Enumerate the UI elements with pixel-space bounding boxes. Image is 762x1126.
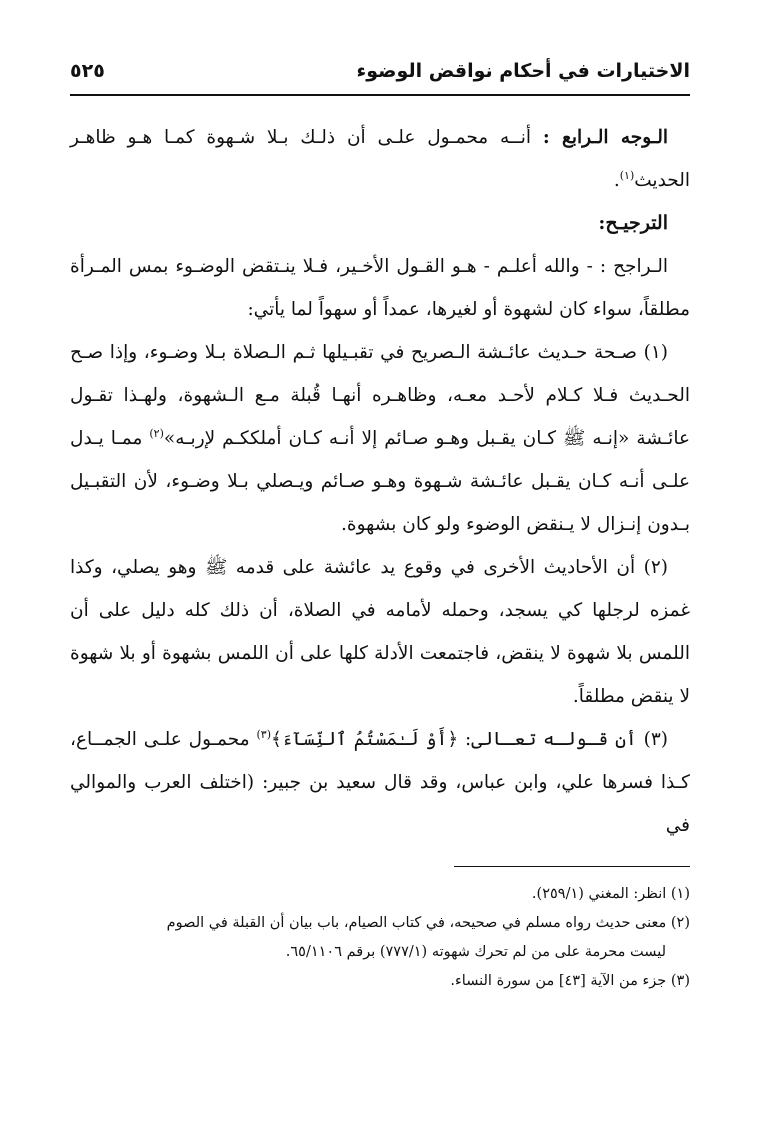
paragraph-preferred-opinion: الـراجح : - والله أعلـم - هـو القـول الأخـير، فـلا ينـتقض الوضـوء بمس المـرأة مطلقاً، سواء كان لشهوة أو لغيرها، عمداً أو سهواً لما يأتي: (70, 256, 690, 320)
footnote-2: (٢) معنى حديث رواه مسلم في صحيحه، في كتاب الصيام، باب بيان أن القبلة في الصوم (166, 915, 690, 931)
evidence-1-text: (١) صـحة حـديث عائـشة الـصريح في تقبـيلها ثـم الـصلاة بـلا وضـوء، وإذا صـح الحـديث فـلا كـلام لأحـد معـه، وظاهـره أنهـا قُبلة مـع الـشهوة، ولهـذا تقـول عائـشة «إنـه ﷺ كـان يقـبل وهـو صـائم إلا أنـه كـان أملككـم لإربـه» (70, 342, 690, 449)
footnote-2-continuation: ليست محرمة على من لم تحرك شهوته (٧٧٧/١) برقم ٦٥/١١٠٦. (285, 944, 666, 960)
footnote-ref-2[interactable]: (٢) (149, 426, 164, 440)
footnote-3: (٣) جزء من الآية [٤٣] من سورة النساء. (450, 973, 690, 989)
evidence-3-text: (٣) أن قـولـه تعـالى: ﴿أَوْ لَـٰمَسْتُمُ ٱلنِّسَآءَ﴾ (270, 729, 668, 750)
main-text (70, 116, 690, 847)
fourth-aspect-text: أنــه محمـول علـى أن ذلـك بـلا شـهوة كمـا هـو ظاهـر الحديث (70, 127, 690, 191)
fourth-aspect-label: الـوجه الـرابع : (542, 127, 668, 148)
section-heading-preference: الترجيـح: (598, 212, 668, 234)
fourth-aspect-end: . (613, 170, 620, 191)
footnote-ref-3[interactable]: (٣) (256, 727, 271, 741)
paragraph-evidence-3 (70, 718, 690, 847)
page-header (70, 58, 690, 96)
running-title: الاختيارات في أحكام نواقض الوضوء (356, 60, 690, 82)
paragraph-evidence-1 (70, 331, 690, 546)
footnotes (70, 880, 690, 996)
evidence-1-continuation: ممـا يـدل علـى أنـه كـان يقـبل عائـشة شـهوة وهـو صـائم ويـصلي بـلا وضـوء، لأن التقبـيل بـدون إنـزال لا يـنقض الوضوء ولو كان بشهوة. (70, 428, 690, 535)
footnote-divider (454, 866, 690, 867)
paragraph-evidence-2: (٢) أن الأحاديث الأخرى في وقوع يد عائشة على قدمه ﷺ وهو يصلي، وكذا غمزه لرجلها كي يسجد، وحمله لأمامه في الصلاة، أن ذلك كله دليل على أن اللمس بلا شهوة لا ينقض، فاجتمعت الأدلة كلها على أن اللمس بشهوة أو بلا شهوة لا ينقض مطلقاً. (70, 557, 690, 707)
footnote-1: (١) انظر: المغني (٢٥٩/١). (531, 886, 690, 902)
paragraph-fourth-aspect (70, 116, 690, 202)
footnote-ref-1[interactable]: (١) (619, 168, 635, 182)
evidence-3-continuation: محمـول علـى الجمــاع، كـذا فسرها علي، وابن عباس، وقد قال سعيد بن جبير: (اختلف العرب والموالي في (70, 729, 690, 836)
page-number: ٥٢٥ (70, 60, 105, 82)
